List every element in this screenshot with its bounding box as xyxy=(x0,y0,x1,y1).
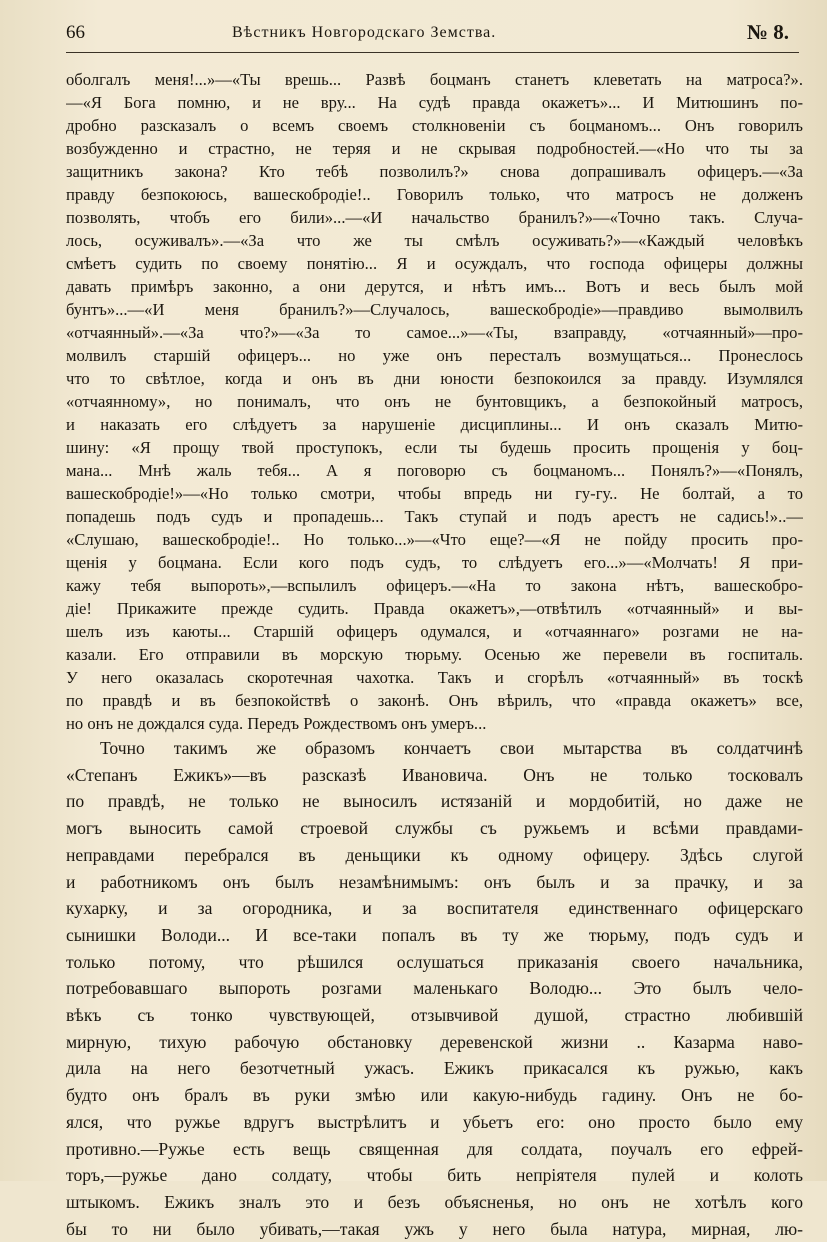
text-line: по правдѣ и въ безпокойствѣ о законѣ. Онъ вѣрилъ, что «правда окажетъ» все, xyxy=(66,691,803,710)
text-line: сынишки Володи... И все-таки попалъ въ ту же тюрьму, подъ судъ и xyxy=(66,924,803,945)
text-line: и наказать его слѣдуетъ за нарушеніе дисциплины... И онъ сказалъ Митю- xyxy=(66,415,803,434)
text-line: позволять, чтобъ его били»...—«И начальство бранилъ?»—«Точно такъ. Случа- xyxy=(66,208,803,227)
text-line: «Слушаю, вашескобродіе!.. Но только...»—«Что еще?—«Я не пойду просить про- xyxy=(66,530,803,549)
text-line: но онъ не дождался суда. Передъ Рождествомъ онъ умеръ... xyxy=(66,714,487,733)
text-line: «Степанъ Ежикъ»—въ разсказѣ Ивановича. Онъ не только тосковалъ xyxy=(66,764,803,785)
text-line: штыкомъ. Ежикъ зналъ это и безъ объясненья, но онъ не хотѣлъ кого xyxy=(66,1191,803,1212)
article-body xyxy=(66,68,803,1242)
text-line: дробно разсказалъ о всемъ своемъ столкновеніи съ боцманомъ... Онъ говорилъ xyxy=(66,116,803,135)
text-line: Точно такимъ же образомъ кончаетъ свои мытарства въ солдатчинѣ xyxy=(100,738,803,758)
text-line: противно.—Ружье есть вещь священная для солдата, поучалъ его ефрей- xyxy=(66,1138,803,1159)
text-line: діе! Прикажите прежде судить. Правда окажетъ»,—отвѣтилъ «отчаянный» и вы- xyxy=(66,599,803,618)
text-line: кухарку, и за огородника, и за воспитателя единственнаго офицерскаго xyxy=(66,898,803,919)
text-line: что то свѣтлое, когда и онъ въ дни юности безпокоился за правду. Изумлялся xyxy=(66,369,803,388)
text-line: бы то ни было убивать,—такая ужъ у него была натура, мирная, лю- xyxy=(66,1218,803,1239)
page-header xyxy=(66,18,809,50)
text-line: дила на него безотчетный ужасъ. Ежикъ прикасался къ ружью, какъ xyxy=(66,1058,803,1079)
text-line: смѣетъ судить по своему понятію... Я и осуждалъ, что господа офицеры должны xyxy=(66,254,803,273)
issue-number: № 8. xyxy=(746,20,789,44)
text-line: казали. Его отправили въ морскую тюрьму. Осенью же перевели въ госпиталь. xyxy=(66,645,803,664)
paragraph-large xyxy=(66,735,803,1242)
header-rule xyxy=(66,52,799,53)
text-line: кажу тебя выпороть»,—вспылилъ офицеръ.—«На то закона нѣтъ, вашескобро- xyxy=(66,576,803,595)
text-line: «отчаянному», но понималъ, что онъ не бунтовщикъ, а безпокойный матросъ, xyxy=(66,392,803,411)
text-line: лось, осуживалъ».—«За что же ты смѣлъ осуживать?»—«Каждый человѣкъ xyxy=(66,231,803,250)
page-number: 66 xyxy=(66,22,85,43)
text-line: только потому, что рѣшился ослушаться приказанія своего начальника, xyxy=(66,951,803,972)
text-line: молвилъ старшій офицеръ... но уже онъ пересталъ возмущаться... Пронеслось xyxy=(66,346,803,365)
paragraph-small xyxy=(66,68,803,735)
text-line: оболгалъ меня!...»—«Ты врешь... Развѣ боцманъ станетъ клеветать на матроса?». xyxy=(66,70,803,89)
text-line: возбужденно и страстно, не теряя и не скрывая подробностей.—«Но что ты за xyxy=(66,139,803,158)
text-line: потребовавшаго выпороть розгами маленькаго Володю... Это былъ чело- xyxy=(66,978,803,999)
text-line: мана... Мнѣ жаль тебя... А я поговорю съ боцманомъ... Понялъ?»—«Понялъ, xyxy=(66,461,803,480)
text-line: будто онъ бралъ въ руки змѣю или какую-нибудь гадину. Онъ не бо- xyxy=(66,1085,803,1106)
text-line: попадешь подъ судъ и пропадешь... Такъ ступай и подъ арестъ не садись!»..— xyxy=(66,507,803,526)
text-line: вашескобродіе!»—«Но только смотри, чтобы впредь ни гу-гу.. Не болтай, а то xyxy=(66,484,803,503)
text-line: —«Я Бога помню, и не вру... На судѣ правда окажетъ»... И Митюшинъ по- xyxy=(66,93,803,112)
text-line: защитникъ закона? Кто тебѣ позволилъ?» снова допрашивалъ офицеръ.—«За xyxy=(66,162,803,181)
text-line: и работникомъ онъ былъ незамѣнимымъ: онъ былъ и за прачку, и за xyxy=(66,871,803,892)
text-line: щенія у боцмана. Если кого подъ судъ, то слѣдуетъ его...»—«Молчать! Я при- xyxy=(66,553,803,572)
text-line: бунтъ»...—«И меня бранилъ?»—Случалось, вашескобродіе»—правдиво вымолвилъ xyxy=(66,300,803,319)
text-line: шелъ изъ каюты... Старшій офицеръ одумался, и «отчаяннаго» розгами не на- xyxy=(66,622,803,641)
text-line: «отчаянный».—«За что?»—«За то самое...»—«Ты, взаправду, «отчаянный»—про- xyxy=(66,323,803,342)
text-line: могъ выносить самой строевой службы съ ружьемъ и всѣми правдами- xyxy=(66,818,803,839)
running-title: Вѣстникъ Новгородскаго Земства. xyxy=(232,24,497,41)
text-line: У него оказалась скоротечная чахотка. Такъ и сгорѣлъ «отчаянный» въ тоскѣ xyxy=(66,668,803,687)
text-line: неправдами перебрался въ деньщики къ одному офицеру. Здѣсь слугой xyxy=(66,844,803,865)
text-line: шину: «Я прощу твой проступокъ, если ты будешь просить прощенія у боц- xyxy=(66,438,803,457)
text-line: правду безпокоюсь, вашескобродіе!.. Говорилъ только, что матросъ не долженъ xyxy=(66,185,803,204)
text-line: по правдѣ, не только не выносилъ истязаній и мордобитій, но даже не xyxy=(66,791,803,812)
text-line: торъ,—ружье дано солдату, чтобы бить непріятеля пулей и колоть xyxy=(66,1165,803,1186)
text-line: мирную, тихую рабочую обстановку деревенской жизни .. Казарма наво- xyxy=(66,1031,803,1052)
text-line: давать примѣръ законно, а они дерутся, и нѣтъ имъ... Вотъ и весь былъ мой xyxy=(66,277,803,296)
text-line: вѣкъ съ тонко чувствующей, отзывчивой душой, страстно любившій xyxy=(66,1005,803,1026)
text-line: ялся, что ружье вдругъ выстрѣлитъ и убьетъ его: оно просто было ему xyxy=(66,1111,803,1132)
